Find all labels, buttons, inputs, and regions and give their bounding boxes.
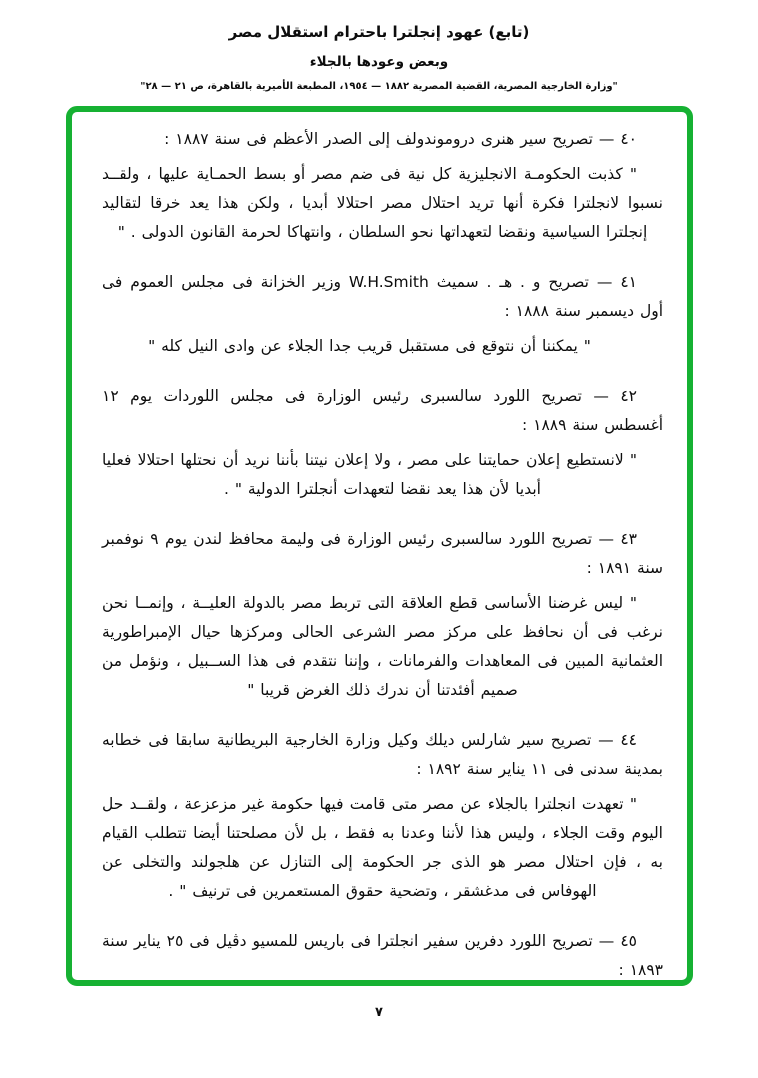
document-title-line2: وبعض وعودها بالجلاء [309,54,449,70]
entry-heading: ٤١ — تصريح و . هـ . سميث W.H.Smith وزير الخزانة فى مجلس العموم فى أول ديسمبر سنة ١٨٨٨ : [102,273,663,320]
entry-quote: " لانستطيع إعلان حمايتنا على مصر ، ولا إعلان نيتنا بأننا نريد أن نحتلها احتلالا فعليا أبديا لأن هذا يعد نقضا لتعهدات أنجلترا الدولية " . [102,451,637,498]
content-frame [66,106,693,986]
entry-quote: " تعهدت انجلترا بالجلاء عن مصر متى قامت فيها حكومة غير مزعزعة ، ولقــد حل اليوم وقت الجلاء ، وليس هذا لأننا وعدنا به فقط ، بل لأن مصلحتنا أيضا تتطلب القيام به ، فإن احتلال مصر هو الذى جر الحكومة إلى التنازل عن هلجولند والتخلى عن الهوفاس فى مدغشقر ، وتضحية حقوق المستعمرين فى ترنيف " . [102,795,663,900]
document-title-line1: (تابع) عهود إنجلترا باحترام استقلال مصر [228,23,530,41]
entry-heading: ٤٠ — تصريح سير هنرى دروموندولف إلى الصدر الأعظم فى سنة ١٨٨٧ : [164,130,637,148]
statement-entry [102,525,663,705]
entry-heading: ٤٤ — تصريح سير شارلس ديلك وكيل وزارة الخارجية البريطانية سابقا فى خطابه بمدينة سدنى فى ١١ يناير سنة ١٨٩٢ : [102,731,663,778]
entry-quote: " كذبت الحكومـة الانجليزية كل نية فى ضم مصر أو بسط الحمـاية عليها ، ولقــد نسبوا لانجلترا فكرة أنها تريد احتلال مصر احتلالا أبديا ، ولكن هذا يعد خرقا لتقاليد إنجلترا السياسية ونقضا لتعهداتها نحو السلطان ، وانتهاكا لحرمة القانون الدولى . " [102,165,663,241]
statement-entry [102,125,663,247]
statement-entry [102,726,663,906]
entry-quote: " يمكننا أن نتوقع فى مستقبل قريب جدا الجلاء عن وادى النيل كله " [148,337,591,355]
statement-entry [102,268,663,361]
statement-entry [102,382,663,504]
page-footer [0,1001,758,1020]
entry-heading: ٤٥ — تصريح اللورد دفرين سفير انجلترا فى باريس للمسيو دڤيل فى ٢٥ يناير سنة ١٨٩٣ : [102,932,663,979]
entry-quote: " ليس غرضنا الأساسى قطع العلاقة التى تربط مصر بالدولة العليــة ، وإنمــا نحن نرغب فى أن نحافظ على مركز مصر الشرعى الحالى ومركزها حيال الإمبراطورية العثمانية المبين فى المعاهدات والفرمانات ، وإننا نتقدم فى هذا الســبيل ، ونؤمل من صميم أفئدتنا أن ندرك ذلك الغرض قريبا " [102,594,663,699]
source-citation: "وزارة الخارجية المصرية، القضية المصرية ١٨٨٢ — ١٩٥٤، المطبعة الأميرية بالقاهرة، ص ٢١ — ٢٨" [140,81,618,92]
statement-entry [102,927,663,986]
entry-heading: ٤٣ — تصريح اللورد سالسبرى رئيس الوزارة فى وليمة محافظ لندن يوم ٩ نوفمبر سنة ١٨٩١ : [102,530,663,577]
statements-list [102,125,663,986]
page-header [0,0,758,93]
page-number: ٧ [375,1005,383,1020]
entry-heading: ٤٢ — تصريح اللورد سالسبرى رئيس الوزارة فى مجلس اللوردات يوم ١٢ أغسطس سنة ١٨٨٩ : [102,387,663,434]
